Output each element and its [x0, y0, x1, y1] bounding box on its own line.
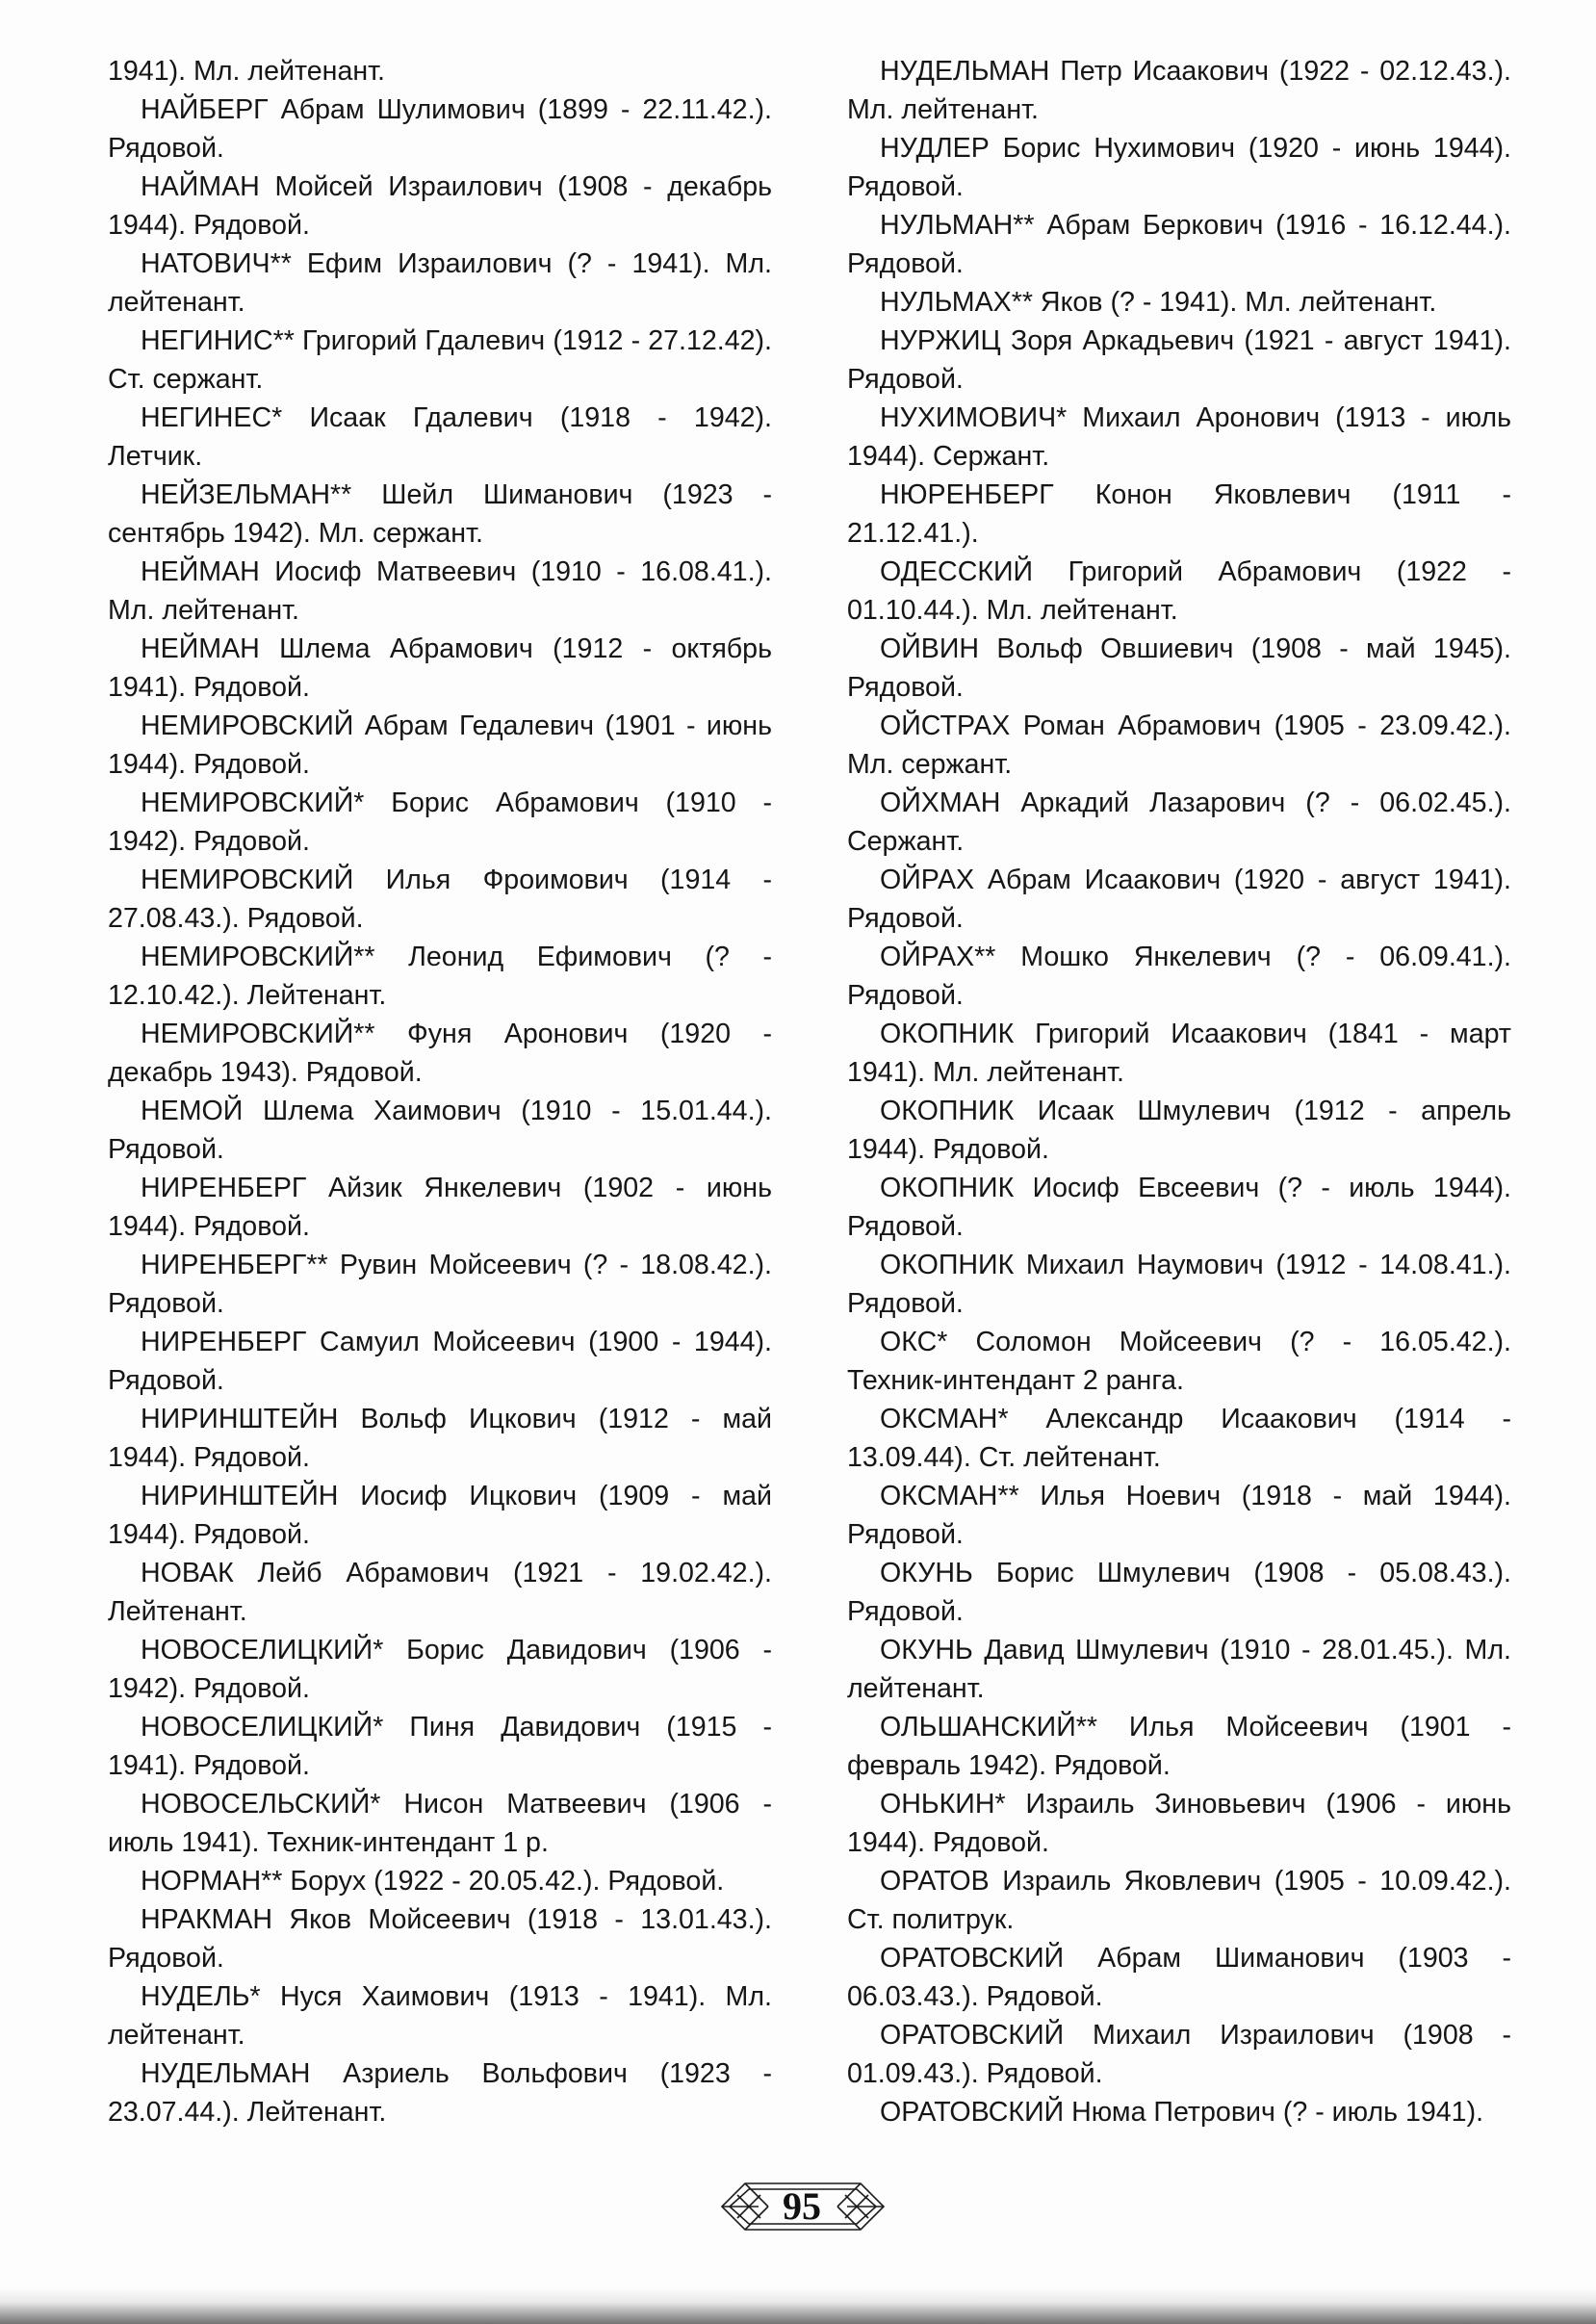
list-entry: НЕМИРОВСКИЙ Абрам Гедалевич (1901 - июнь 1944). Рядовой.: [108, 710, 772, 780]
list-entry: НОВАК Лейб Абрамович (1921 - 19.02.42.). Лейтенант.: [108, 1558, 772, 1627]
list-entry: НИРЕНБЕРГ Айзик Янкелевич (1902 - июнь 1944). Рядовой.: [108, 1173, 772, 1242]
list-entry: НЕМИРОВСКИЙ* Борис Абрамович (1910 - 1942). Рядовой.: [108, 788, 772, 857]
list-entry: НОВОСЕЛИЦКИЙ* Борис Давидович (1906 - 1942). Рядовой.: [108, 1635, 772, 1704]
list-entry: НАЙБЕРГ Абрам Шулимович (1899 - 22.11.42.). Рядовой.: [108, 94, 772, 164]
list-entry: НИРЕНБЕРГ Самуил Мойсеевич (1900 - 1944). Рядовой.: [108, 1327, 772, 1396]
list-entry: НЮРЕНБЕРГ Конон Яковлевич (1911 - 21.12.41.).: [847, 479, 1511, 549]
list-entry: НЕГИНЕС* Исаак Гдалевич (1918 - 1942). Летчик.: [108, 402, 772, 472]
list-entry: НУЛЬМАН** Абрам Беркович (1916 - 16.12.44.). Рядовой.: [847, 210, 1511, 279]
list-entry: НЕМОЙ Шлема Хаимович (1910 - 15.01.44.). Рядовой.: [108, 1096, 772, 1165]
list-entry: ОЙСТРАХ Роман Абрамович (1905 - 23.09.42.). Мл. сержант.: [847, 710, 1511, 780]
list-entry: НАТОВИЧ** Ефим Израилович (? - 1941). Мл. лейтенант.: [108, 248, 772, 318]
list-entry: НУДЛЕР Борис Нухимович (1920 - июнь 1944). Рядовой.: [847, 133, 1511, 202]
list-entry: НЕЙЗЕЛЬМАН** Шейл Шиманович (1923 - сентябрь 1942). Мл. сержант.: [108, 479, 772, 549]
list-entry: НОРМАН** Борух (1922 - 20.05.42.). Рядовой.: [141, 1866, 725, 1897]
list-entry: ОКУНЬ Борис Шмулевич (1908 - 05.08.43.). Рядовой.: [847, 1558, 1511, 1627]
list-entry: НУДЕЛЬМАН Азриель Вольфович (1923 - 23.07.44.). Лейтенант.: [108, 2058, 772, 2128]
list-entry: НИРЕНБЕРГ** Рувин Мойсеевич (? - 18.08.42.). Рядовой.: [108, 1250, 772, 1319]
list-entry: ОКС* Соломон Мойсеевич (? - 16.05.42.). Техник-интендант 2 ранга.: [847, 1327, 1511, 1396]
list-entry: ОКУНЬ Давид Шмулевич (1910 - 28.01.45.). Мл. лейтенант.: [847, 1635, 1511, 1704]
list-entry: ОКОПНИК Григорий Исаакович (1841 - март 1941). Мл. лейтенант.: [847, 1019, 1511, 1088]
list-entry: ОРАТОВСКИЙ Нюма Петрович (? - июль 1941).: [880, 2097, 1484, 2128]
list-entry: НЕЙМАН Иосиф Матвеевич (1910 - 16.08.41.). Мл. лейтенант.: [108, 556, 772, 626]
list-entry: ОКОПНИК Исаак Шмулевич (1912 - апрель 1944). Рядовой.: [847, 1096, 1511, 1165]
list-entry: НУЛЬМАХ** Яков (? - 1941). Мл. лейтенант.: [880, 287, 1437, 318]
list-entry: НУДЕЛЬМАН Петр Исаакович (1922 - 02.12.43.). Мл. лейтенант.: [847, 56, 1511, 125]
list-entry: НРАКМАН Яков Мойсеевич (1918 - 13.01.43.). Рядовой.: [108, 1904, 772, 1974]
list-entry: НАЙМАН Мойсей Израилович (1908 - декабрь 1944). Рядовой.: [108, 171, 772, 241]
list-entry: НУДЕЛЬ* Нуся Хаимович (1913 - 1941). Мл. лейтенант.: [108, 1981, 772, 2051]
list-entry: ОРАТОВСКИЙ Абрам Шиманович (1903 - 06.03.43.). Рядовой.: [847, 1943, 1511, 2012]
list-entry: ОКОПНИК Михаил Наумович (1912 - 14.08.41.). Рядовой.: [847, 1250, 1511, 1319]
list-entry: 1941). Мл. лейтенант.: [108, 56, 386, 87]
list-entry: ОРАТОВ Израиль Яковлевич (1905 - 10.09.42.). Ст. политрук.: [847, 1866, 1511, 1935]
list-entry: ОДЕССКИЙ Григорий Абрамович (1922 - 01.10.44.). Мл. лейтенант.: [847, 556, 1511, 626]
list-entry: ОНЬКИН* Израиль Зиновьевич (1906 - июнь 1944). Рядовой.: [847, 1789, 1511, 1858]
list-entry: НУРЖИЦ Зоря Аркадьевич (1921 - август 1941). Рядовой.: [847, 325, 1511, 395]
list-entry: НОВОСЕЛЬСКИЙ* Нисон Матвеевич (1906 - июль 1941). Техник-интендант 1 р.: [108, 1789, 772, 1858]
list-entry: НЕМИРОВСКИЙ** Леонид Ефимович (? - 12.10.42.). Лейтенант.: [108, 942, 772, 1011]
list-entry: ОЙХМАН Аркадий Лазарович (? - 06.02.45.). Сержант.: [847, 788, 1511, 857]
list-entry: НИРИНШТЕЙН Иосиф Ицкович (1909 - май 1944). Рядовой.: [108, 1481, 772, 1550]
list-entry: ОЙРАХ Абрам Исаакович (1920 - август 1941). Рядовой.: [847, 865, 1511, 934]
left-column: [108, 52, 772, 2131]
list-entry: НЕГИНИС** Григорий Гдалевич (1912 - 27.12.42). Ст. сержант.: [108, 325, 772, 395]
list-entry: ОРАТОВСКИЙ Михаил Израилович (1908 - 01.09.43.). Рядовой.: [847, 2020, 1511, 2089]
list-entry: ОЙРАХ** Мошко Янкелевич (? - 06.09.41.). Рядовой.: [847, 942, 1511, 1011]
list-entry: ОКСМАН** Илья Ноевич (1918 - май 1944). Рядовой.: [847, 1481, 1511, 1550]
list-entry: ОКОПНИК Иосиф Евсеевич (? - июль 1944). Рядовой.: [847, 1173, 1511, 1242]
list-entry: НЕМИРОВСКИЙ Илья Фроимович (1914 - 27.08.43.). Рядовой.: [108, 865, 772, 934]
list-entry: НИРИНШТЕЙН Вольф Ицкович (1912 - май 1944). Рядовой.: [108, 1404, 772, 1473]
page-number: 95: [783, 2184, 821, 2228]
list-entry: ОКСМАН* Александр Исаакович (1914 - 13.09.44). Ст. лейтенант.: [847, 1404, 1511, 1473]
right-column: [847, 52, 1511, 2131]
list-entry: ОЛЬШАНСКИЙ** Илья Мойсеевич (1901 - февраль 1942). Рядовой.: [847, 1712, 1511, 1781]
list-entry: НЕЙМАН Шлема Абрамович (1912 - октябрь 1941). Рядовой.: [108, 633, 772, 703]
list-entry: НУХИМОВИЧ* Михаил Аронович (1913 - июль 1944). Сержант.: [847, 402, 1511, 472]
list-entry: НЕМИРОВСКИЙ** Фуня Аронович (1920 - декабрь 1943). Рядовой.: [108, 1019, 772, 1088]
scan-shadow-edge: [0, 2287, 1596, 2324]
list-entry: НОВОСЕЛИЦКИЙ* Пиня Давидович (1915 - 1941). Рядовой.: [108, 1712, 772, 1781]
list-entry: ОЙВИН Вольф Овшиевич (1908 - май 1945). Рядовой.: [847, 633, 1511, 703]
